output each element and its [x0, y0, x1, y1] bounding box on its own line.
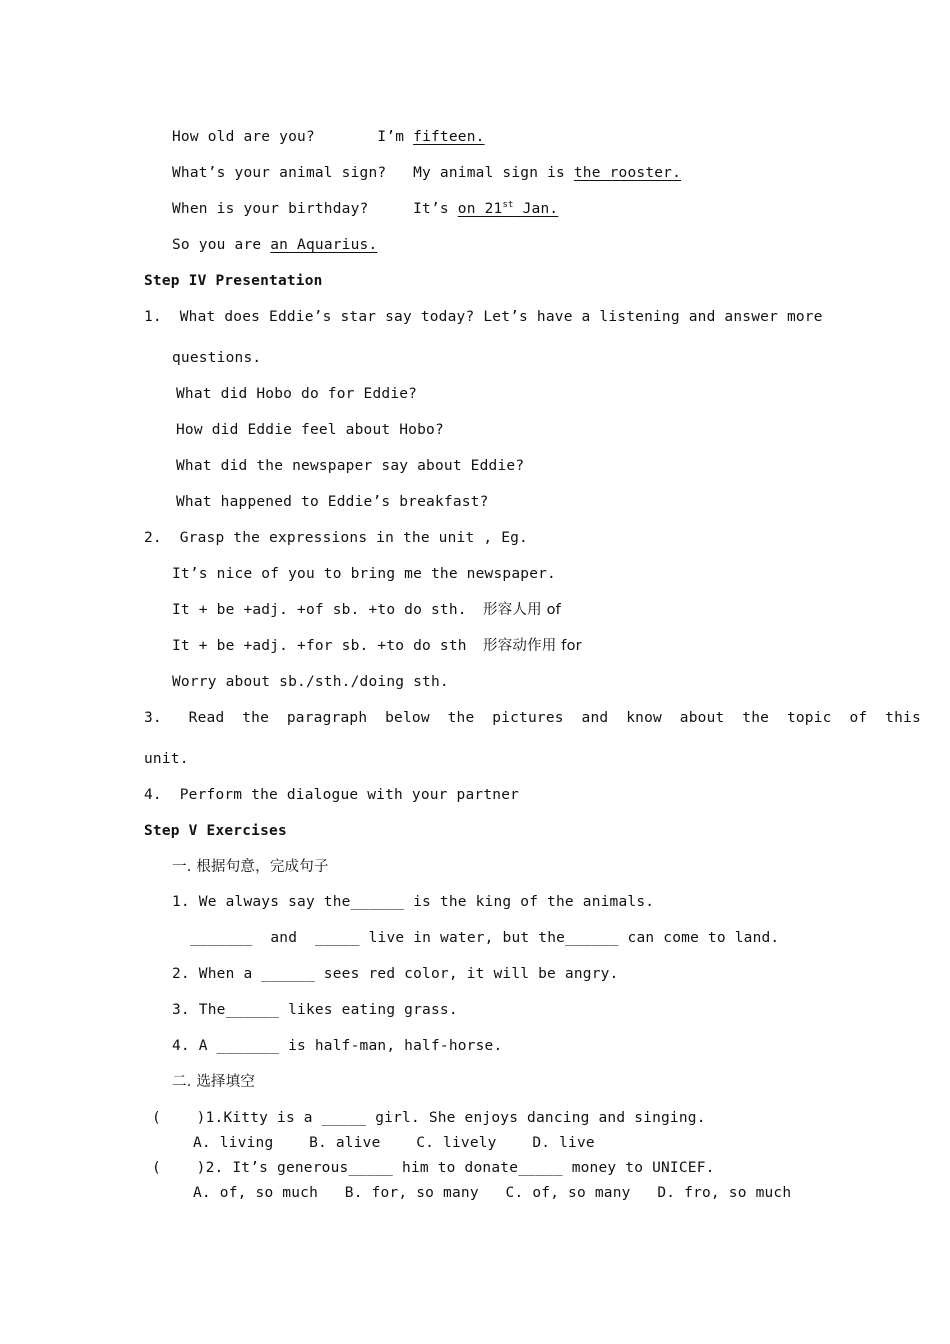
answer-underlined: on 21st Jan.: [457, 200, 559, 217]
answer-prefix: My animal sign is: [413, 165, 574, 181]
intro-line-3: [172, 199, 558, 219]
expression-note-of: 形容人用 of: [483, 602, 561, 618]
step4-subquestion: What did the newspaper say about Eddie?: [176, 458, 525, 474]
answer-underlined: fifteen.: [413, 129, 485, 145]
mc-options: A. living B. alive C. lively D. live: [193, 1135, 595, 1151]
step4-item2: 2. Grasp the expressions in the unit , Eg.: [144, 530, 528, 546]
expression-example: It’s nice of you to bring me the newspaper.: [172, 566, 556, 582]
question-text: When is your birthday?: [172, 201, 369, 217]
statement-prefix: So you are: [172, 237, 271, 253]
step4-item3-line1: 3. Read the paragraph below the pictures and know about the topic of this: [144, 710, 921, 726]
exercise-sentence: 3. The______ likes eating grass.: [172, 1002, 458, 1018]
step4-subquestion: What happened to Eddie’s breakfast?: [176, 494, 489, 510]
exercise-sentence: _______ and _____ live in water, but the______ can come to land.: [190, 930, 780, 946]
question-text: What’s your animal sign?: [172, 165, 387, 181]
part2-title: 二. 选择填空: [172, 1074, 256, 1090]
answer-underlined: the rooster.: [573, 165, 682, 181]
expression-pattern-for: It + be +adj. +for sb. +to do sth: [172, 638, 467, 654]
expression-pattern-of: It + be +adj. +of sb. +to do sth.: [172, 602, 467, 618]
step4-item1-line2: questions.: [172, 350, 262, 366]
intro-line-2: [172, 163, 681, 183]
step4-item3-line2: unit.: [144, 751, 189, 767]
mc-question: ( )2. It’s generous_____ him to donate_____ money to UNICEF.: [152, 1160, 715, 1176]
answer-underlined: an Aquarius.: [270, 237, 378, 253]
expression-worry: Worry about sb./sth./doing sth.: [172, 674, 449, 690]
exercise-sentence: 4. A _______ is half-man, half-horse.: [172, 1038, 503, 1054]
mc-question: ( )1.Kitty is a _____ girl. She enjoys dancing and singing.: [152, 1110, 706, 1126]
step4-heading: Step IV Presentation: [144, 273, 323, 289]
step4-item4: 4. Perform the dialogue with your partner: [144, 787, 520, 803]
step4-subquestion: How did Eddie feel about Hobo?: [176, 422, 444, 438]
question-text: How old are you?: [172, 129, 315, 145]
mc-options: A. of, so much B. for, so many C. of, so many D. fro, so much: [193, 1185, 792, 1201]
expression-note-for: 形容动作用 for: [483, 638, 582, 654]
answer-prefix: I’m: [377, 129, 414, 145]
part1-title: 一. 根据句意，完成句子: [172, 859, 329, 875]
exercise-sentence: 2. When a ______ sees red color, it will be angry.: [172, 966, 619, 982]
step4-subquestion: What did Hobo do for Eddie?: [176, 386, 418, 402]
intro-line-4: [172, 235, 377, 255]
answer-prefix: It’s: [413, 201, 458, 217]
exercise-sentence: 1. We always say the______ is the king of the animals.: [172, 894, 655, 910]
step5-heading: Step V Exercises: [144, 823, 287, 839]
intro-line-1: [172, 127, 485, 147]
step4-item1-line1: 1. What does Eddie’s star say today? Let’s have a listening and answer more: [144, 309, 823, 325]
